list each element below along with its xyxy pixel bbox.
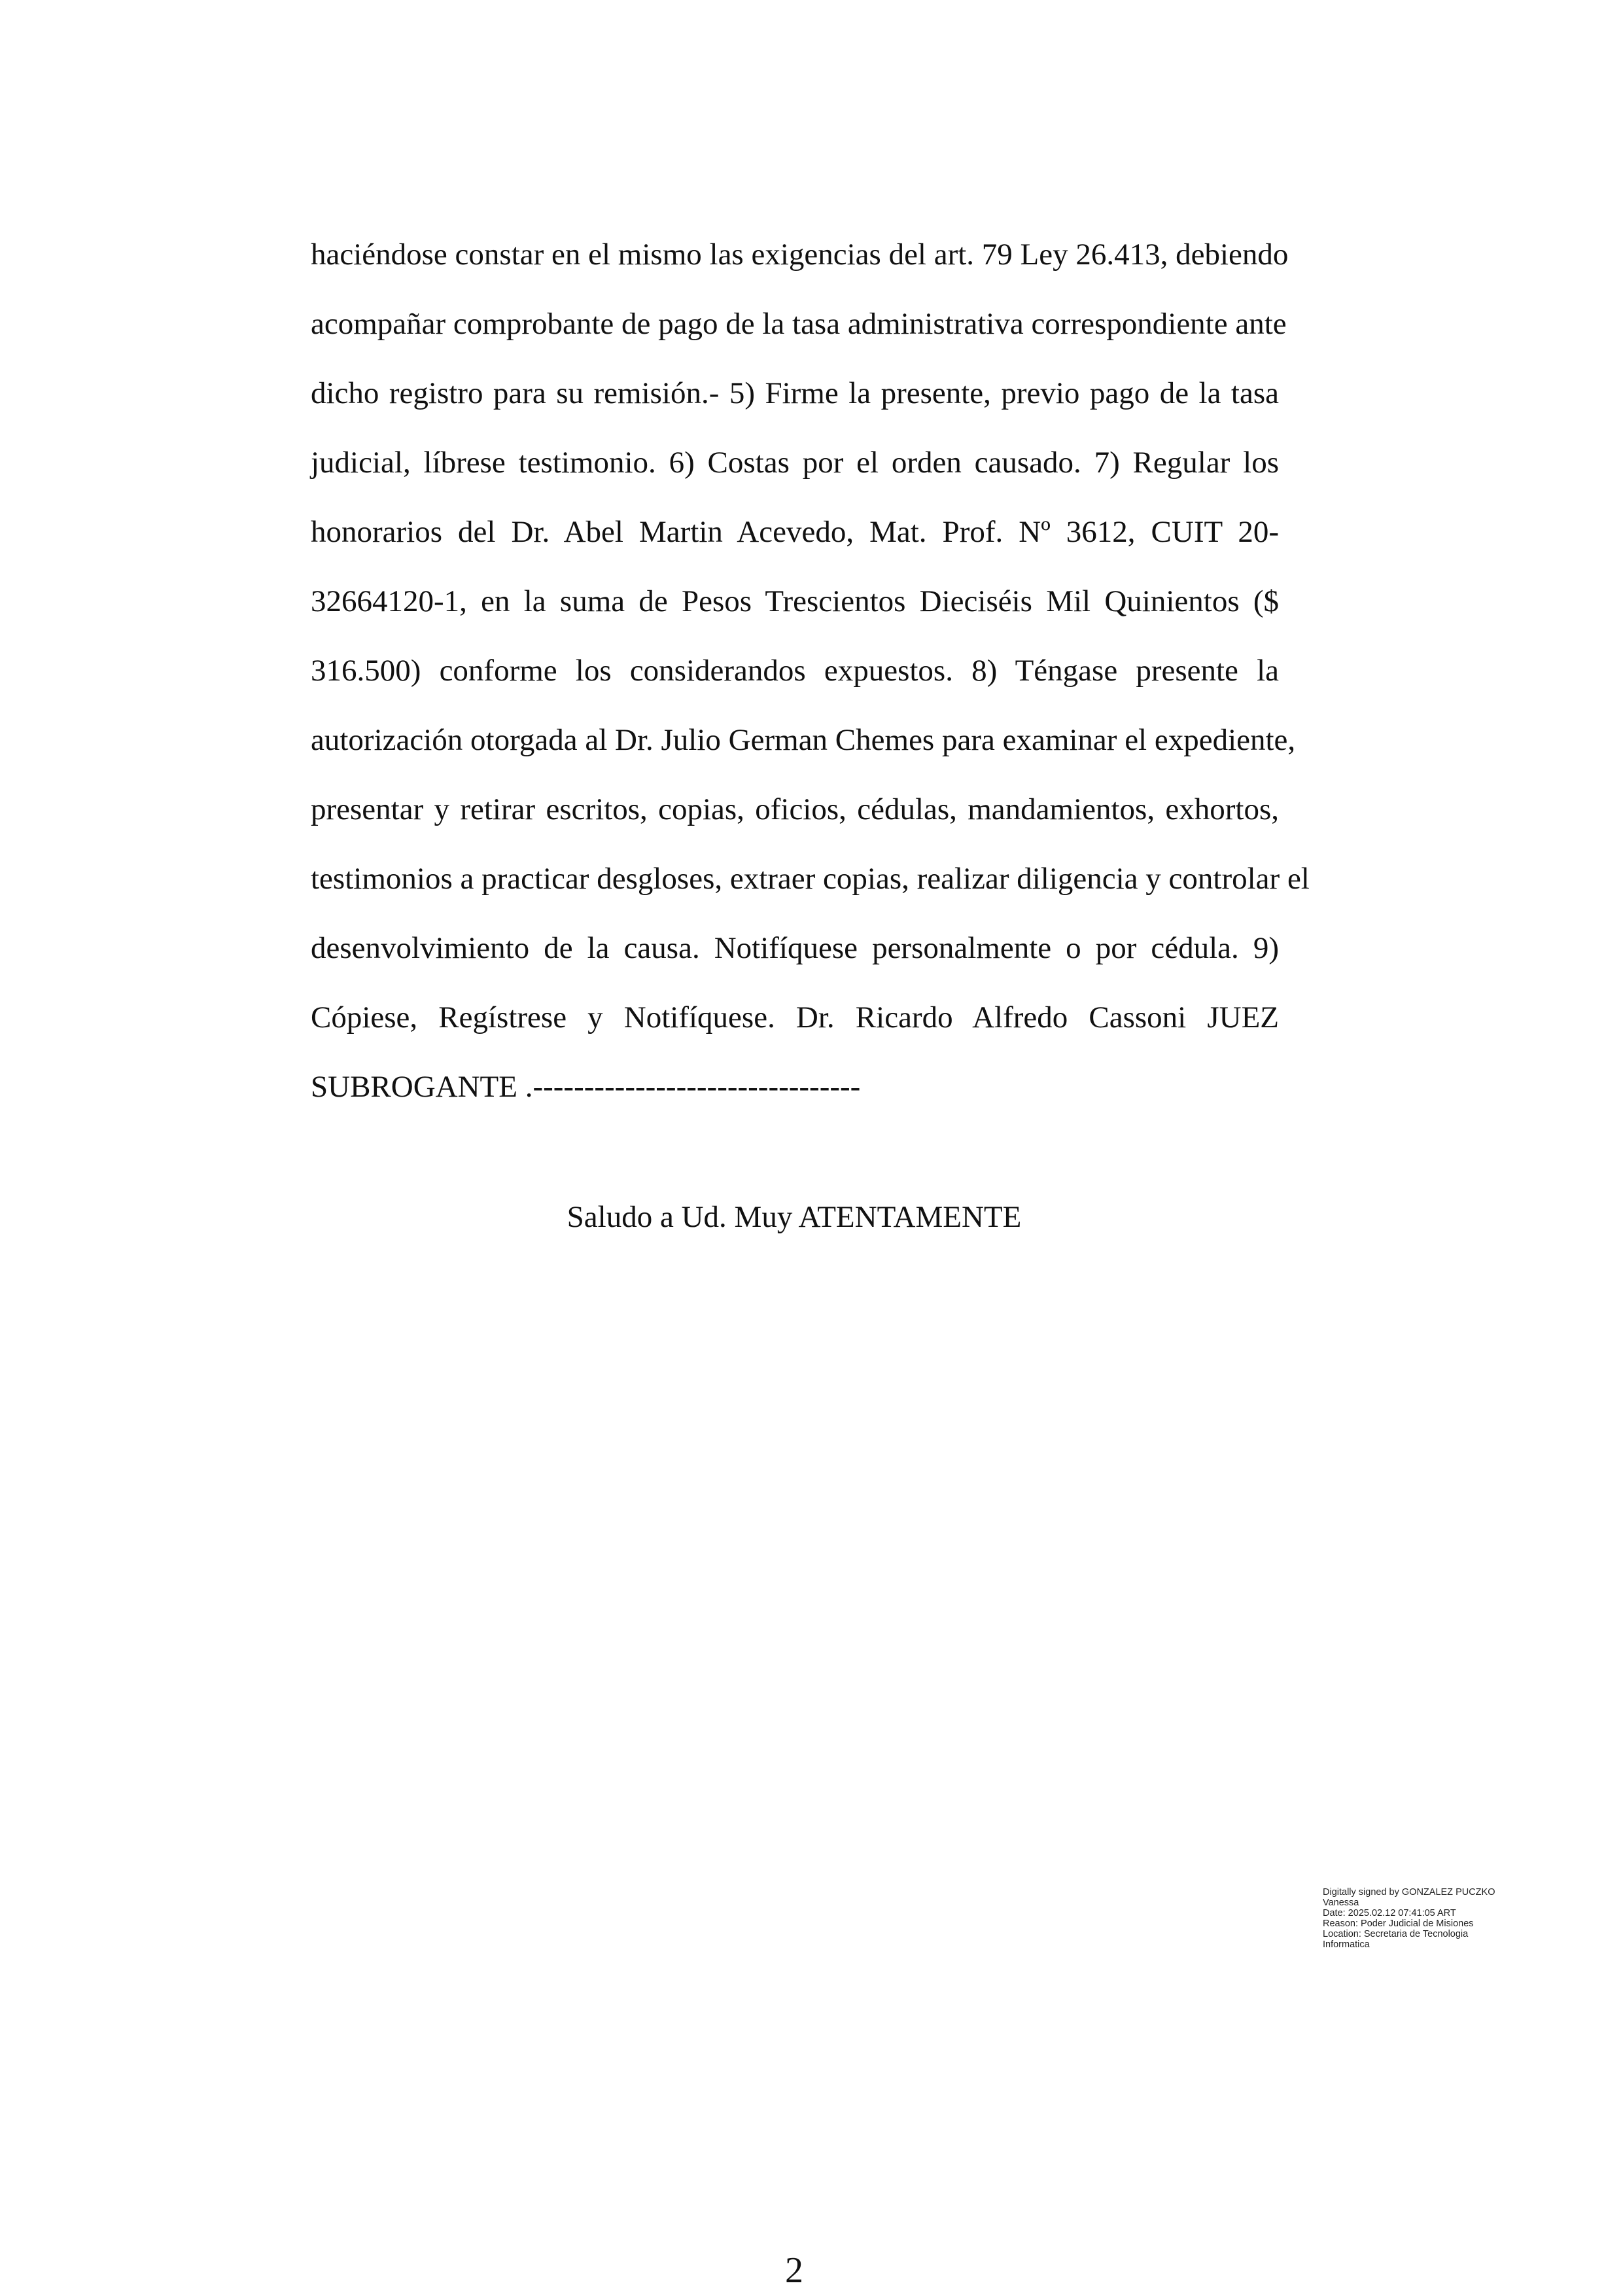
paragraph-line: haciéndose constar en el mismo las exigencias del art. 79 Ley 26.413, debiendo bbox=[311, 238, 1289, 272]
paragraph-line: Cópiese, Regístrese y Notifíquese. Dr. Ricardo Alfredo Cassoni JUEZ bbox=[311, 1000, 1279, 1034]
paragraph-line-last: SUBROGANTE .-------------------------------- bbox=[311, 1070, 861, 1104]
signature-signer: Digitally signed by GONZALEZ PUCZKO bbox=[1323, 1887, 1495, 1898]
signature-location: Location: Secretaria de Tecnologia bbox=[1323, 1929, 1469, 1939]
closing-salutation: Saludo a Ud. Muy ATENTAMENTE bbox=[567, 1200, 1022, 1234]
signature-location-cont: Informatica bbox=[1323, 1939, 1370, 1950]
paragraph-line: presentar y retirar escritos, copias, oficios, cédulas, mandamientos, exhortos, bbox=[311, 792, 1279, 826]
page-number: 2 bbox=[785, 2250, 803, 2291]
body-paragraph bbox=[311, 220, 1310, 1122]
signature-date: Date: 2025.02.12 07:41:05 ART bbox=[1323, 1908, 1456, 1918]
paragraph-line: autorización otorgada al Dr. Julio German Chemes para examinar el expediente, bbox=[311, 723, 1296, 757]
digital-signature-block bbox=[1323, 1887, 1539, 1950]
paragraph-line: acompañar comprobante de pago de la tasa administrativa correspondiente ante bbox=[311, 307, 1287, 341]
paragraph-line: judicial, líbrese testimonio. 6) Costas por el orden causado. 7) Regular los bbox=[311, 446, 1279, 480]
paragraph-line: desenvolvimiento de la causa. Notifíquese personalmente o por cédula. 9) bbox=[311, 931, 1279, 965]
signature-signer-name: Vanessa bbox=[1323, 1898, 1359, 1908]
paragraph-line: dicho registro para su remisión.- 5) Firme la presente, previo pago de la tasa bbox=[311, 376, 1279, 410]
paragraph-line: honorarios del Dr. Abel Martin Acevedo, Mat. Prof. Nº 3612, CUIT 20- bbox=[311, 515, 1279, 549]
paragraph-line: 316.500) conforme los considerandos expuestos. 8) Téngase presente la bbox=[311, 654, 1279, 688]
signature-reason: Reason: Poder Judicial de Misiones bbox=[1323, 1918, 1474, 1929]
paragraph-line: testimonios a practicar desgloses, extraer copias, realizar diligencia y controlar el bbox=[311, 862, 1310, 896]
paragraph-line: 32664120-1, en la suma de Pesos Trescientos Dieciséis Mil Quinientos ($ bbox=[311, 584, 1279, 618]
